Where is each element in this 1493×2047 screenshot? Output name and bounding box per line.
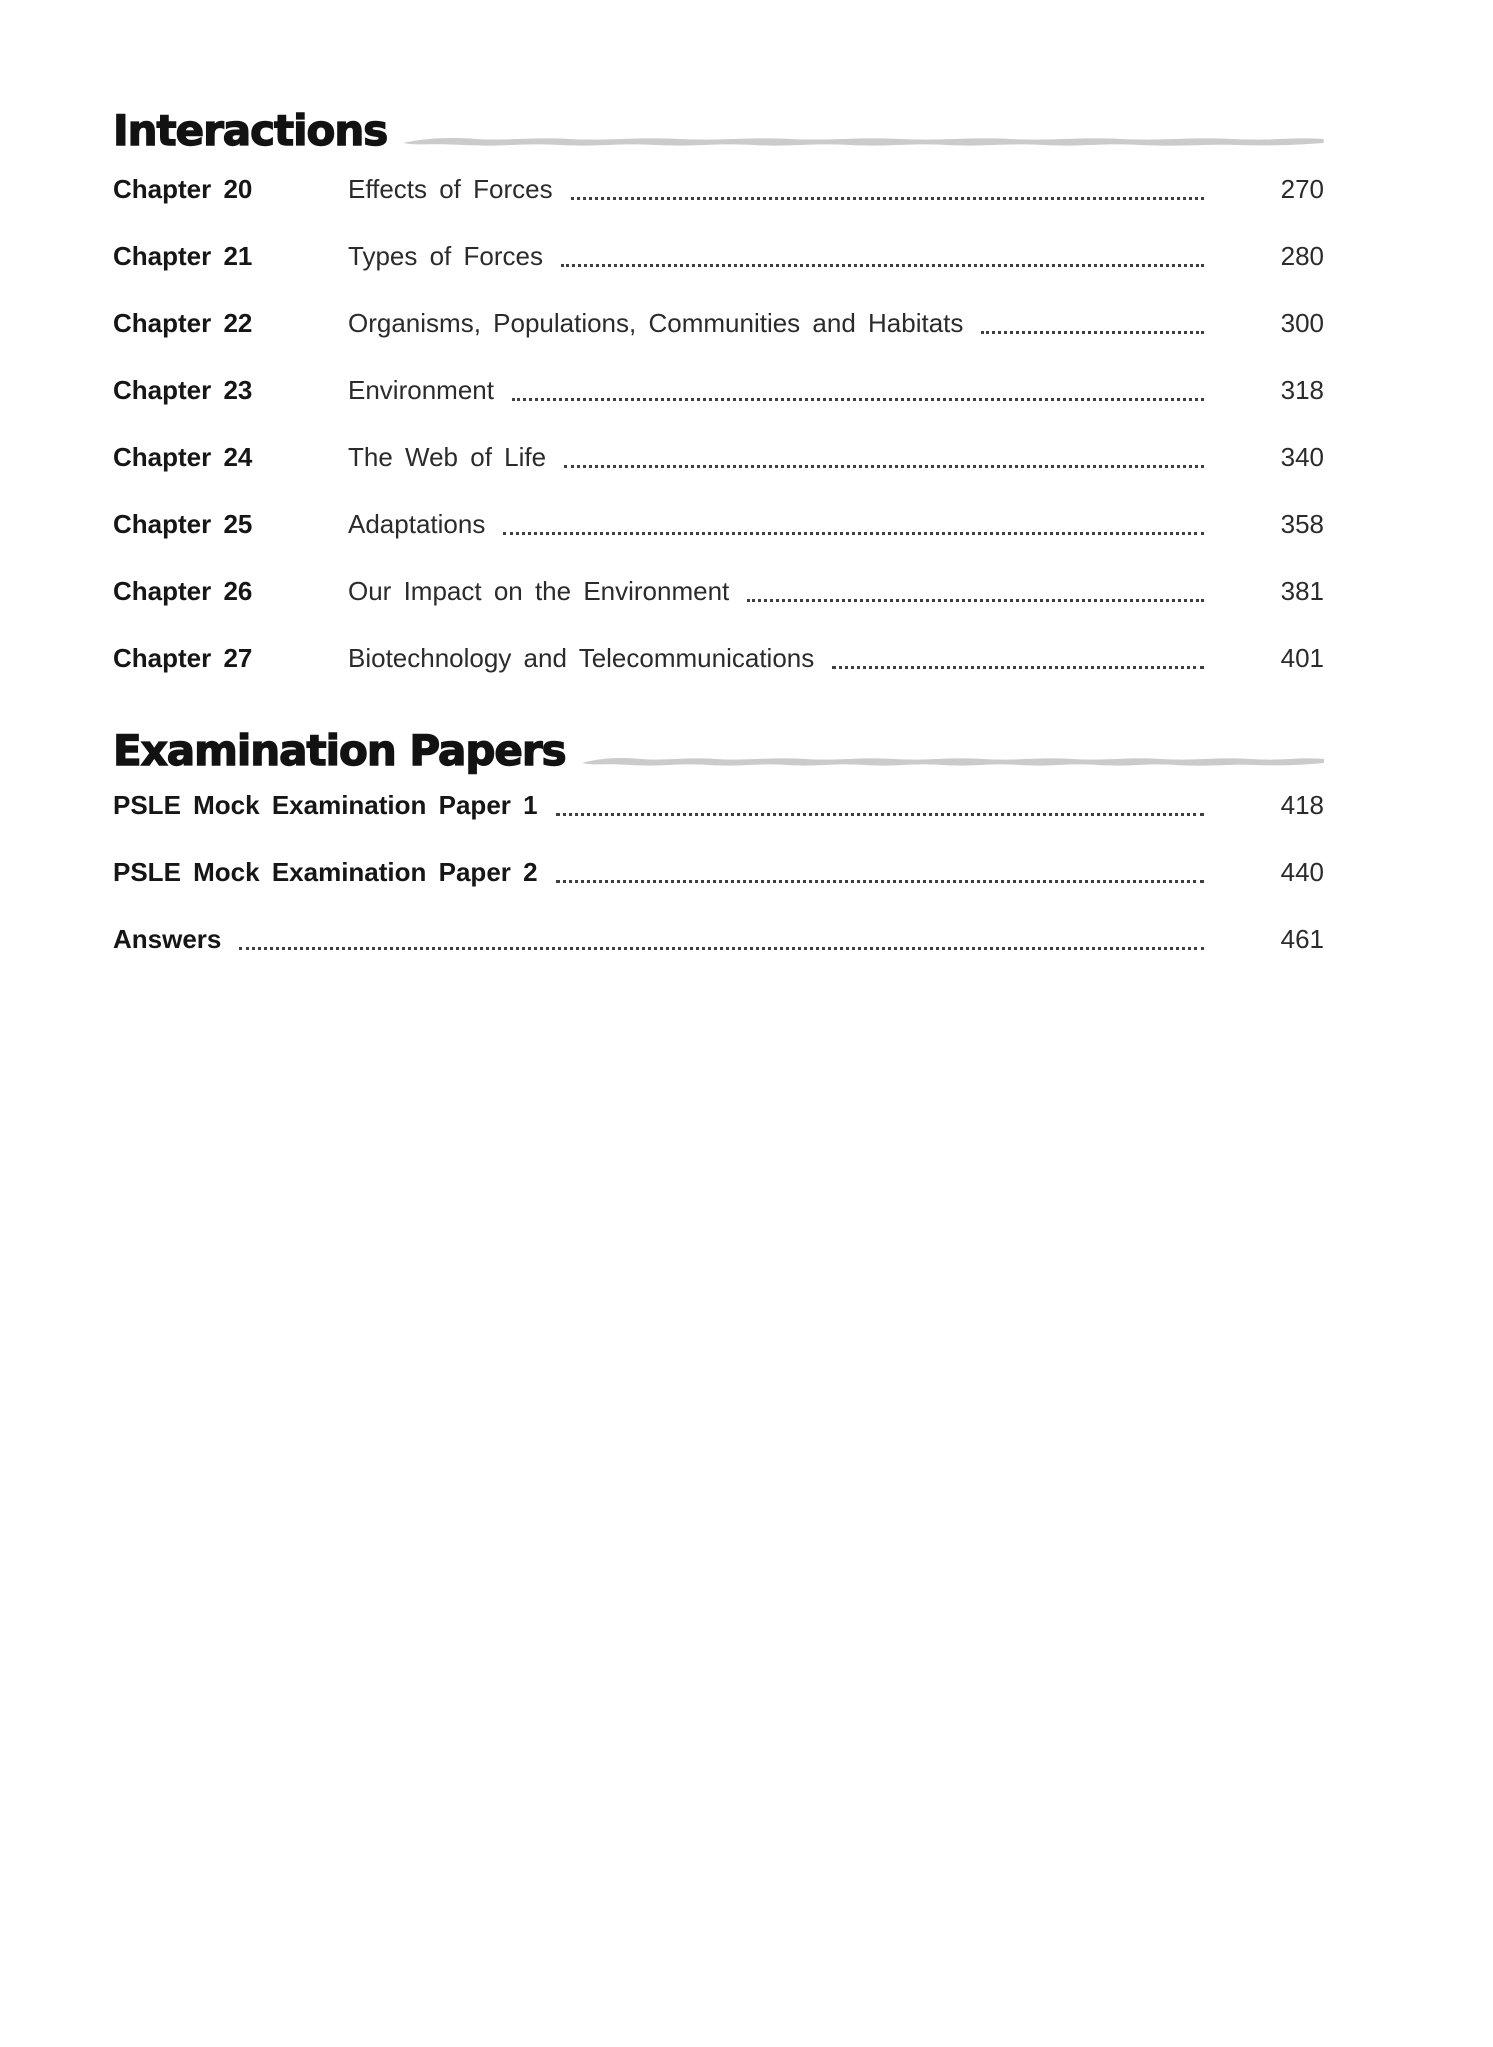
toc-entry-chapter-25 — [113, 491, 1324, 558]
toc-entry-chapter-27 — [113, 625, 1324, 692]
toc-entry-psle-paper-2 — [113, 839, 1324, 906]
chapter-label: Chapter 21 — [113, 241, 253, 271]
chapter-label: Chapter 26 — [113, 576, 253, 606]
exam-papers-heading-row — [113, 716, 1324, 775]
page-number: 401 — [1280, 643, 1324, 673]
chapter-label: Chapter 22 — [113, 308, 253, 338]
chapter-label: Chapter 20 — [113, 174, 253, 204]
wavy-ribbon-decoration — [403, 133, 1324, 149]
toc-entry-chapter-21 — [113, 223, 1324, 290]
chapter-title: Effects of Forces — [348, 174, 553, 204]
chapter-title: Biotechnology and Telecommunications — [348, 643, 815, 673]
toc-entry-chapter-20 — [113, 156, 1324, 223]
page-number: 300 — [1280, 308, 1324, 338]
chapter-label: Chapter 24 — [113, 442, 253, 472]
dot-leader — [571, 197, 1204, 200]
section-examination-papers — [113, 716, 1324, 973]
chapter-label: Chapter 27 — [113, 643, 253, 673]
chapter-title: Organisms, Populations, Communities and Habitats — [348, 308, 964, 338]
page-number: 280 — [1280, 241, 1324, 271]
chapter-title: Types of Forces — [348, 241, 543, 271]
exam-label: PSLE Mock Examination Paper 1 — [113, 790, 538, 820]
chapter-title: The Web of Life — [348, 442, 547, 472]
page-number: 461 — [1280, 924, 1324, 954]
toc-entry-chapter-22 — [113, 290, 1324, 357]
section-title-interactions: Interactions — [113, 106, 388, 155]
dot-leader — [503, 532, 1204, 535]
exam-label: Answers — [113, 924, 222, 954]
section-interactions — [113, 96, 1324, 692]
dot-leader — [981, 331, 1204, 334]
dot-leader — [512, 398, 1204, 401]
chapter-label: Chapter 23 — [113, 375, 253, 405]
dot-leader — [556, 880, 1204, 883]
dot-leader — [564, 465, 1204, 468]
page-number: 440 — [1280, 857, 1324, 887]
dot-leader — [556, 813, 1204, 816]
dot-leader — [747, 599, 1204, 602]
wavy-ribbon-decoration — [582, 753, 1324, 769]
chapter-title: Our Impact on the Environment — [348, 576, 730, 606]
page-number: 318 — [1280, 375, 1324, 405]
toc-entry-chapter-23 — [113, 357, 1324, 424]
exam-label: PSLE Mock Examination Paper 2 — [113, 857, 538, 887]
page-number: 381 — [1280, 576, 1324, 606]
page-number: 358 — [1280, 509, 1324, 539]
section-title-examination-papers: Examination Papers — [113, 726, 566, 775]
dot-leader — [561, 264, 1204, 267]
dot-leader — [832, 666, 1204, 669]
interactions-heading-row — [113, 96, 1324, 155]
chapter-list — [113, 156, 1324, 692]
chapter-title: Environment — [348, 375, 494, 405]
toc-entry-chapter-26 — [113, 558, 1324, 625]
page-number: 340 — [1280, 442, 1324, 472]
dot-leader — [239, 947, 1204, 950]
toc-entry-answers — [113, 906, 1324, 973]
toc-entry-psle-paper-1 — [113, 772, 1324, 839]
chapter-title: Adaptations — [348, 509, 486, 539]
chapter-label: Chapter 25 — [113, 509, 253, 539]
toc-entry-chapter-24 — [113, 424, 1324, 491]
exam-list — [113, 772, 1324, 973]
page-number: 418 — [1280, 790, 1324, 820]
page-number: 270 — [1280, 174, 1324, 204]
